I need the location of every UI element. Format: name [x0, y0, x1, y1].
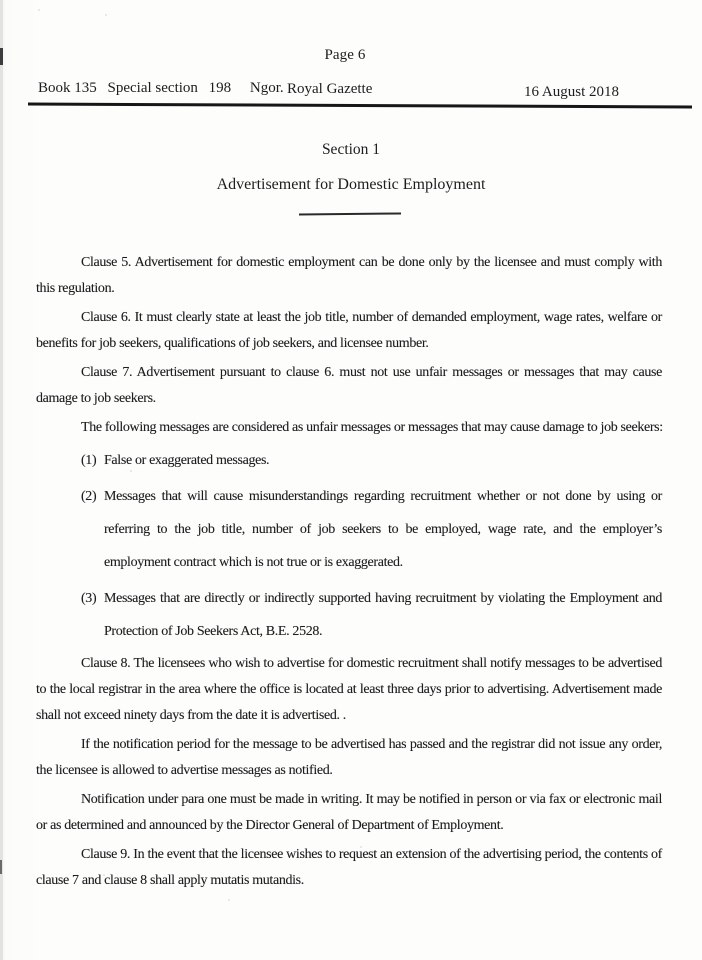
- scan-speckle: [228, 899, 230, 901]
- page-number: Page 6: [324, 47, 366, 63]
- list-item-3-text: Messages that are directly or indirectly supported having recruitment by violating the Employment and Protection of Job Seekers Act, B.E. 2528.: [104, 591, 662, 639]
- header-section-number: 198: [208, 80, 232, 96]
- list-item-3-marker: (3): [81, 591, 97, 606]
- paragraph-clause6: Clause 6. It must clearly state at least the job title, number of demanded employment, wage rates, welfare or benefits for job seekers, qualifications of job seekers, and licensee number.: [36, 310, 662, 351]
- header-special-section-label: Special section: [107, 80, 198, 96]
- paragraph-clause5: Clause 5. Advertisement for domestic employment can be done only by the licensee and must comply with this regulation.: [36, 255, 662, 296]
- paragraph-clause7: Clause 7. Advertisement pursuant to clause 6. must not use unfair messages or messages that may cause damage to job seekers.: [36, 365, 662, 406]
- gazette-title: Royal Gazette: [287, 81, 373, 97]
- list-item-2-marker: (2): [81, 489, 97, 504]
- paragraph-clause8-notification-writing: Notification under para one must be made in writing. It may be notified in person or via fax or electronic mail or as determined and announced by the Director General of Department of Employment.: [36, 792, 662, 833]
- list-item-2: [36, 480, 662, 579]
- document-body: [36, 250, 662, 897]
- list-item-1-text: False or exaggerated messages.: [104, 453, 270, 468]
- paragraph-clause9: Clause 9. In the event that the licensee wishes to request an extension of the advertising period, the contents of clause 7 and clause 8 shall apply mutatis mutandis.: [36, 847, 662, 888]
- gazette-masthead: [0, 80, 702, 102]
- scan-speckle: [38, 9, 40, 11]
- list-item-1-marker: (1): [81, 453, 97, 468]
- list-item-2-text: Messages that will cause misunderstandings regarding recruitment whether or not done by using or referring to the job title, number of job seekers to be employed, wage rate, and the employer’s employment contract which is not true or is exaggerated.: [104, 489, 662, 570]
- list-item-3: [36, 582, 662, 648]
- scan-speckle: [105, 14, 107, 16]
- masthead-left: [38, 80, 284, 97]
- scan-edge-mark-bottom: [0, 860, 2, 874]
- header-ngor-label: Ngor.: [249, 80, 284, 96]
- header-rule: [28, 103, 692, 109]
- paragraph-unfair-intro: The following messages are considered as unfair messages or messages that may cause damage to job seekers:: [81, 420, 663, 435]
- section-divider-rule: [299, 212, 401, 215]
- header-date: 16 August 2018: [524, 84, 620, 100]
- paragraph-clause8-notification-period: If the notification period for the message to be advertised has passed and the registrar did not issue any order, the licensee is allowed to advertise messages as notified.: [36, 737, 662, 778]
- section-subtitle: Advertisement for Domestic Employment: [216, 176, 486, 193]
- list-item-1: [36, 444, 662, 477]
- section-title: Section 1: [321, 141, 381, 158]
- header-book-label: Book 135: [38, 80, 97, 96]
- paragraph-clause8: Clause 8. The licensees who wish to advertise for domestic recruitment shall notify messages to be advertised to the local registrar in the area where the office is located at least three days prior to advertising. Advertisement made shall not exceed ninety days from the date it is advertised. .: [36, 656, 662, 723]
